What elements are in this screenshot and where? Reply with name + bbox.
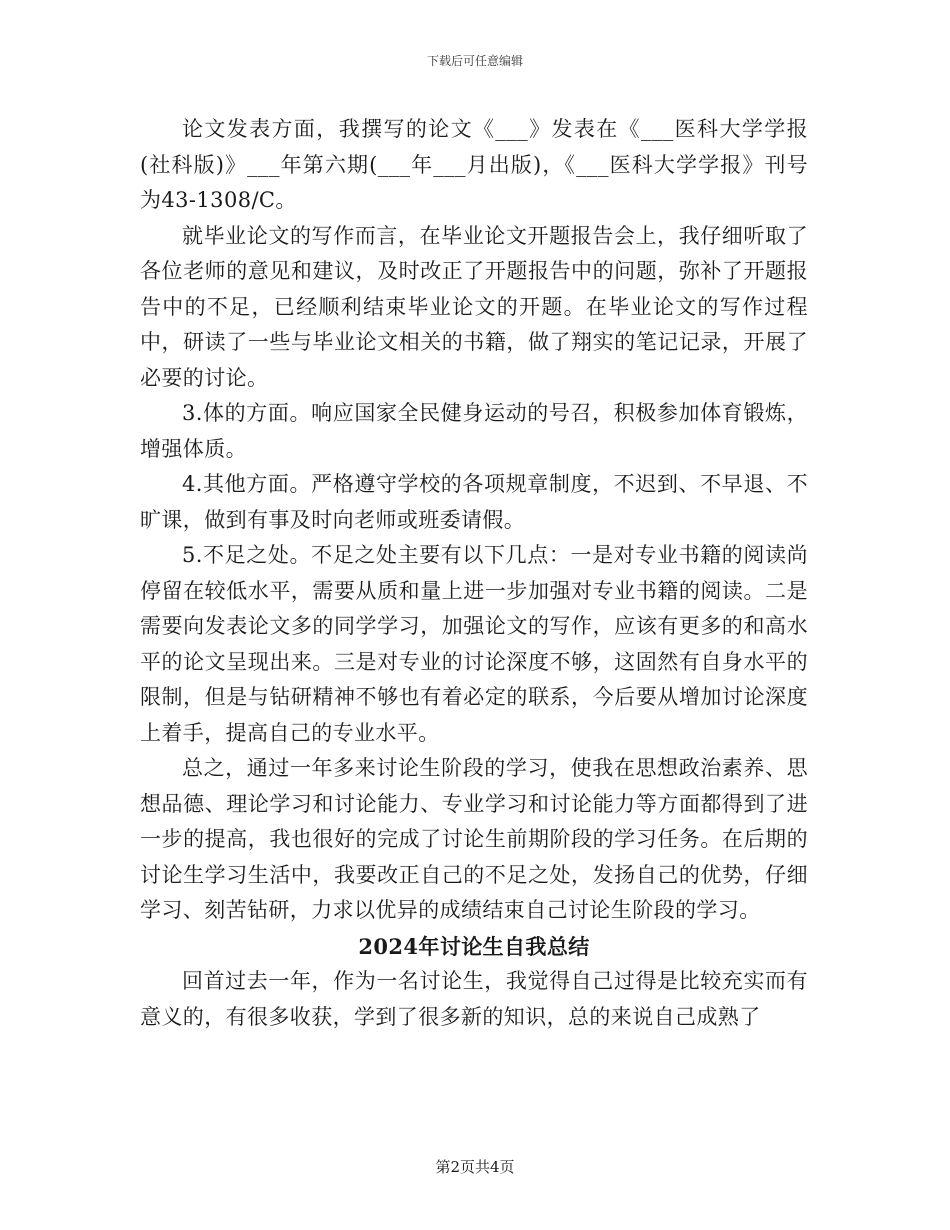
paragraph-intro: 回首过去一年，作为一名讨论生，我觉得自己过得是比较充实而有意义的，有很多收获，学到了很多新的知识，总的来说自己成熟了 [140,969,808,1029]
page-header: 下载后可任意编辑 [426,54,523,68]
paragraph-shortcomings: 5.不足之处。不足之处主要有以下几点：一是对专业书籍的阅读尚停留在较低水平，需要从质和量上进一步加强对专业书籍的阅读。二是需要向发表论文多的同学学习，加强论文的写作，应该有更多的和高水平的论文呈现出来。三是对专业的讨论深度不够，这固然有自身水平的限制，但是与钻研精神不够也有着必定的联系，今后要从增加讨论深度上着手，提高自己的专业水平。 [140,543,808,745]
paragraph-thesis-writing: 就毕业论文的写作而言，在毕业论文开题报告会上，我仔细听取了各位老师的意见和建议，及时改正了开题报告中的问题，弥补了开题报告中的不足，已经顺利结束毕业论文的开题。在毕业论文的写作过程中，研读了一些与毕业论文相关的书籍，做了翔实的笔记记录，开展了必要的讨论。 [140,223,808,390]
document-body [140,112,808,1035]
section-title: 2024年讨论生自我总结 [358,933,590,959]
paragraph-publication: 论文发表方面，我撰写的论文《___》发表在《___医科大学学报(社科版)》___年第六期(___年___月出版)，《___医科大学学报》刊号为43-1308/C。 [140,117,808,212]
page-footer: 第2页共4页 [435,1158,515,1176]
paragraph-physical: 3.体的方面。响应国家全民健身运动的号召，积极参加体育锻炼，增强体质。 [140,401,808,461]
paragraph-other: 4.其他方面。严格遵守学校的各项规章制度，不迟到、不早退、不旷课，做到有事及时向老师或班委请假。 [140,472,808,532]
paragraph-conclusion: 总之，通过一年多来讨论生阶段的学习，使我在思想政治素养、思想品德、理论学习和讨论能力、专业学习和讨论能力等方面都得到了进一步的提高，我也很好的完成了讨论生前期阶段的学习任务。在后期的讨论生学习生活中，我要改正自己的不足之处，发扬自己的优势，仔细学习、刻苦钻研，力求以优异的成绩结束自己讨论生阶段的学习。 [140,756,808,922]
